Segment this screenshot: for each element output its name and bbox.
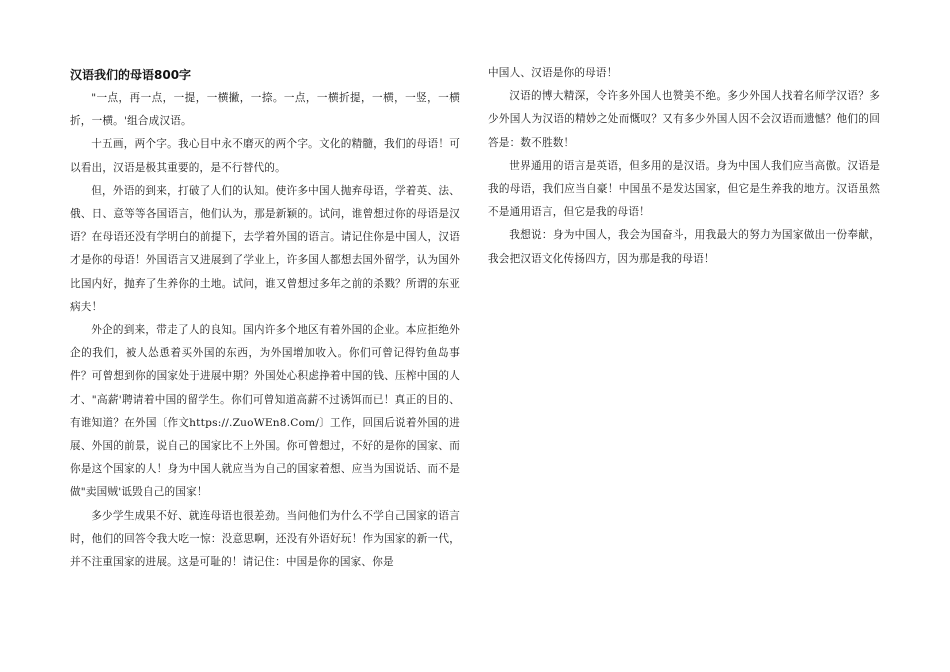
paragraph-7: 世界通用的语言是英语，但多用的是汉语。身为中国人我们应当高傲。汉语是我的母语，我们应当自豪！中国虽不是发达国家，但它是生养我的地方。汉语虽然不是通用语言，但它是我的母语！ (488, 159, 880, 219)
paragraph-6: 汉语的博大精深，令许多外国人也赞美不绝。多少外国人找着名师学汉语？多少外国人为汉语的精妙之处而慨叹？又有多少外国人因不会汉语而遗憾？他们的回答是：数不胜数！ (488, 90, 880, 149)
essay-title: 汉语我们的母语800字 (70, 68, 192, 82)
right-column (488, 62, 880, 271)
paragraph-8: 我想说：身为中国人，我会为国奋斗，用我最大的努力为国家做出一份奉献，我会把汉语文化传扬四方，因为那是我的母语！ (488, 229, 880, 265)
left-column (70, 62, 460, 574)
paragraph-4: 外企的到来，带走了人的良知。国内许多个地区有着外国的企业。本应拒绝外企的我们，被人怂恿着买外国的东西，为外国增加收入。你们可曾记得钓鱼岛事件？可曾想到你的国家处于进展中期？外国处心积虑挣着中国的钱、压榨中国的人才、"高薪'聘请着中国的留学生。你们可曾知道高薪不过诱饵而已！真正的目的、有谁知道？在外国〔作文https://.ZuoWEn8.Com/〕工作，回国后说着外国的进展、外国的前景，说自己的国家比不上外国。你可曾想过，不好的是你的国家、而你是这个国家的人！身为中国人就应当为自己的国家着想、应当为国说话、而不是做"卖国贼'诋毁自己的国家！ (70, 324, 460, 499)
paragraph-3: 但，外语的到来，打破了人们的认知。使许多中国人抛弃母语，学着英、法、俄、日、意等等各国语言，他们认为，那是新颖的。试问，谁曾想过你的母语是汉语？在母语还没有学明白的前提下，去学着外国的语言。请记住你是中国人，汉语才是你的母语！外国语言又进展到了学业上，许多国人都想去国外留学，认为国外比国内好，抛弃了生养你的土地。试问，谁又曾想过多年之前的杀戮？所谓的东亚病夫！ (70, 184, 460, 313)
paragraph-2: 十五画，两个字。我心目中永不磨灭的两个字。文化的精髓，我们的母语！可以看出，汉语是极其重要的，是不行替代的。 (70, 138, 460, 174)
paragraph-5-continuation: 中国人、汉语是你的母语！ (488, 67, 618, 79)
paragraph-5: 多少学生成果不好、就连母语也很差劲。当问他们为什么不学自己国家的语言时，他们的回答令我大吃一惊：没意思啊，还没有外语好玩！作为国家的新一代，并不注重国家的进展。这是可耻的！请记住：中国是你的国家、你是 (70, 509, 460, 569)
paragraph-1: "一点，再一点，一提，一横撇，一捺。一点，一横折提，一横，一竖，一横折，一横。'组合成汉语。 (70, 92, 460, 128)
